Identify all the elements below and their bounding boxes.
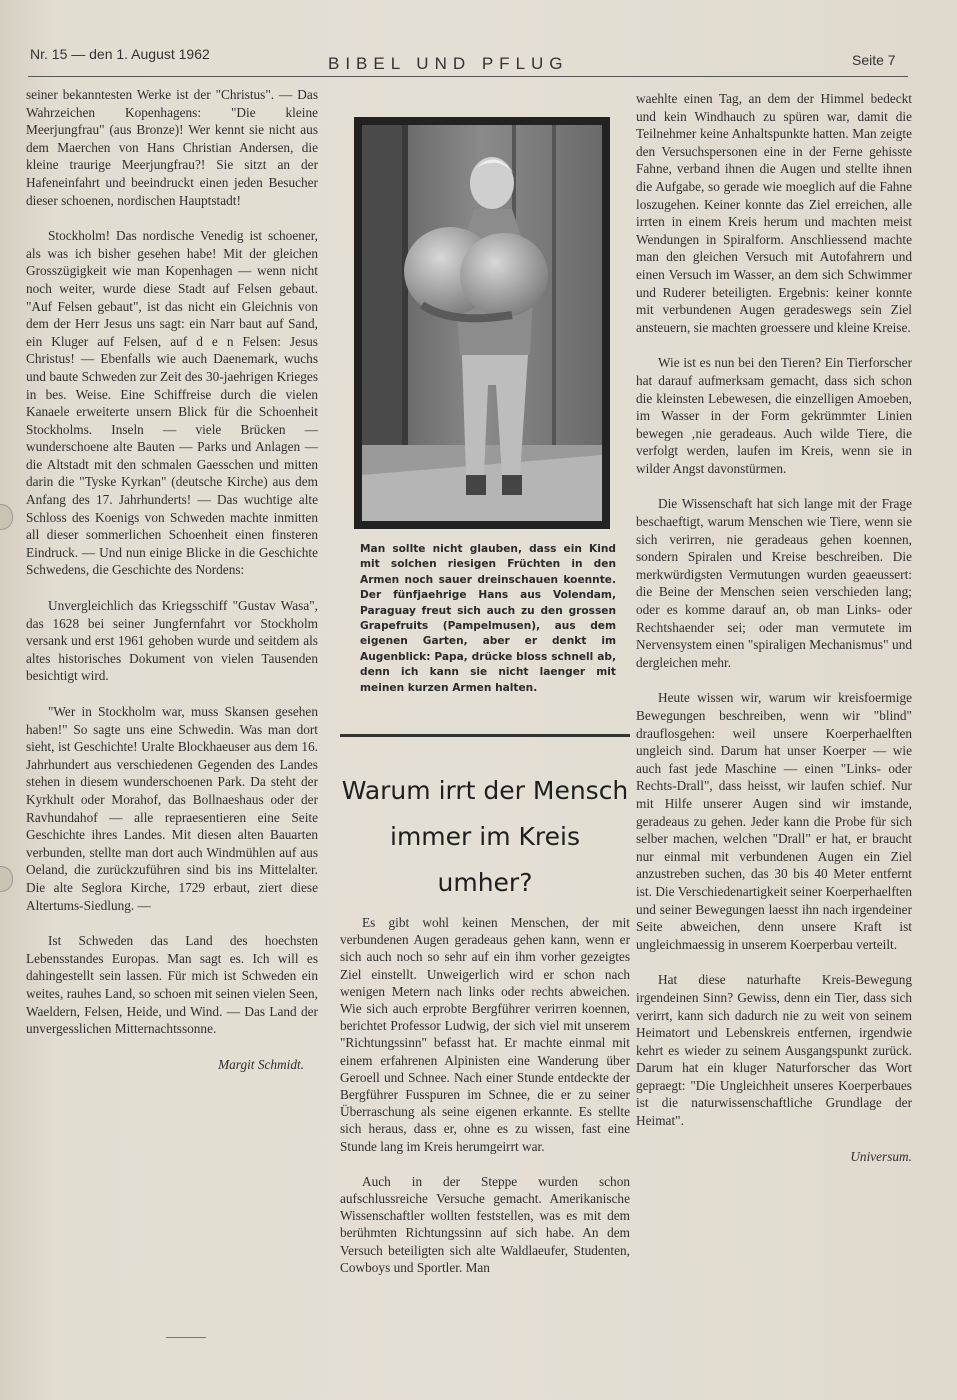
paragraph: Ist Schweden das Land des hoechsten Lebensstandes Europas. Man sagt es. Ich will es dahingestellt sein lassen. Für mich ist Schweden ein weites, rauhes Land, so schoen mit seinen vielen Seen, Waeldern, Felsen, Heide, und Wind. — Das Land der unvergesslichen Mitternachtssonne. (26, 933, 318, 1037)
header-rule (28, 76, 908, 77)
child-with-grapefruits-photo (362, 125, 602, 521)
photo-caption: Man sollte nicht glauben, dass ein Kind mit solchen riesigen Früchten in den Armen noch sauer dreinschauen koennte. Der fünfjaehrige Hans aus Volendam, Paraguay freut sich auch zu den grossen Grapefruits (Pampelmusen), aus dem eigenen Garten, aber er denkt im Augenblick: Papa, drücke bloss schnell ab, denn ich kann sie nicht laenger mit meinen kurzen Armen halten. (360, 543, 616, 694)
page-number: Seite 7 (852, 52, 896, 68)
paragraph: Unvergleichlich das Kriegsschiff "Gustav Wasa", das 1628 bei seiner Jungfernfahrt vor Stockholm versank und erst 1961 gehoben wurde und seitdem als altes historisches Dokument von vielen Tausenden besichtigt wird. (26, 598, 318, 684)
binder-hole (0, 504, 13, 530)
paragraph: Wie ist es nun bei den Tieren? Ein Tierforscher hat darauf aufmerksam gemacht, dass sich schon die kleinsten Lebewesen, die einzelligen Amoeben, im Wasser in der Form gekrümmter Linien bewegen ‚nie geradeaus. Auch wilde Tiere, die verfolgt werden, laufen im Kreis, wenn sie in wilder Angst davonstürmen. (636, 355, 912, 476)
newspaper-title: BIBEL UND PFLUG (328, 54, 569, 73)
divider (166, 1337, 206, 1338)
article-headline: Warum irrt der Mensch immer im Kreis umher? (341, 776, 629, 897)
paragraph: waehlte einen Tag, an dem der Himmel bedeckt und kein Windhauch zu spüren war, damit die Teilnehmer keine Anhaltspunkte hatten. Man zeigte den Versuchspersonen eine in der Ferne gehisste Fahne, verband ihnen die Augen und stellte ihnen die Aufgabe, so gerade wie moeglich auf die Fahne loszugehen. Keiner konnte das Ziel erreichen, alle irrten in einem Kreis herum und machten meist Wendungen in Spiralform. Anschliessend machte man den gleichen Versuch mit Autofahrern und einen Versuch im Wasser, an dem sich Schwimmer und Ruderer beteiligten. Ergebnis: keiner konnte mit verbundenen Augen geradeswegs sein Ziel ansteuern, sie machten groessere und kleine Kreise. (636, 91, 912, 335)
paragraph: Es gibt wohl keinen Menschen, der mit verbundenen Augen geradeaus gehen kann, wenn er sich auch noch so sehr auf ein ihm vorher gezeigtes Ziel einstellt. Unweigerlich wird er schon nach wenigen Metern nach links oder rechts abweichen. Wie sich auch erprobte Bergführer verirren koennen, berichtet Professor Ludwig, der sich viel mit unserem "Richtungssinn" befasst hat. Er machte einmal mit einem erfahrenen Alpinisten eine Wanderung über Geroell und Schnee. Nach einer Stunde entdeckte der Bergführer Fusspuren im Schnee, die er zu seiner Überraschung als seine eigenen erkannte. Es stellte sich heraus, dass er, ohne es zu wissen, fast eine Stunde lang im Kreis herumgeirrt war. (340, 915, 630, 1154)
paragraph: Stockholm! Das nordische Venedig ist schoener, als was ich bisher gesehen habe! Mit der gleichen Grosszügigkeit wie man Kopenhagen — wenn nicht noch weiter, wurde diese Stadt auf Felsen gebaut. "Auf Felsen gebaut", ist das nicht ein Gleichnis von dem der Herr Jesus uns sagt: ein Narr baut auf Sand, ein Kluger auf Felsen, auf d e n Felsen: Jesus Christus! — Ebenfalls wie auch Daenemark, wuchs und baute Schweden zur Zeit des 30-jaehrigen Krieges in bes. Weise. Eine Schiffreise durch die vielen Kanaele erweiterte unsern Blick für die Schoenheit Stockholms. Inseln — viele Brücken — wunderschoene alte Bauten — Parks und Anlagen — die Altstadt mit den schmalen Gaesschen und mitten darin die "Tyske Kyrkan" (deutsche Kirche) aus dem Anfang des 17. Jahrhunderts! — Das wuchtige alte Schloss des Koenigs von Schweden machte inmitten all dieser sommerlichen Schoenheit einen finsteren Eindruck. — Und nun einige Blicke in die Geschichte Schwedens, die Geschichte des Nordens: (26, 228, 318, 578)
binder-hole (0, 866, 13, 892)
middle-column (340, 914, 630, 1276)
author-signature: Margit Schmidt. (218, 1056, 304, 1072)
paragraph: Heute wissen wir, warum wir kreisfoermige Bewegungen beschreiben, wenn wir "blind" drauflosgehen: weil unsere Koerperhaelften ungleich sind. Darum hat unser Koerper — wie auch fast jede Maschine — einen "Links- oder Rechts-Drall", dass heisst, wir laufen schief. Nur mit Hilfe unserer Augen sind wir imstande, geradeaus zu gehen. Jeder kann die Probe für sich selber machen, welchen "Drall" er hat, er braucht nur einmal mit verbundenen Augen ein Ziel anzustreben suchen, das 30 bis 40 Meter entfernt ist. Die Verschiedenartigkeit seiner Koerperhaelften und seiner Bewegungen laesst ihn nach irgendeiner Seite abweichen, denn unsere Kraft ist ungleichmaessig in unserem Koerperbau verteilt. (636, 690, 912, 952)
left-column (26, 86, 318, 1073)
section-divider (340, 734, 630, 737)
article-source: Universum. (850, 1148, 912, 1164)
paragraph: "Wer in Stockholm war, muss Skansen gesehen haben!" So sagte uns eine Schwedin. Was man dort sieht, ist Geschichte! Uralte Blockhaeuser aus dem 16. Jahrhundert aus verschiedenen Gegenden des Landes stehen in diesem wunderschoenen Park. Da steht der Kyrkhult oder Morahof, das Bollnaeshaus oder der Ravhundahof — alle repraesentieren eine Seite Geschichte ihres Landes. Mit diesen alten Bauarten verbunden, stellte man dort auch Windmühlen auf aus Oeland, die zurückzuführen sind bis ins Mittelalter. Die alte Seglora Kirche, 1729 erbaut, ziert diese Altertums-Siedlung. — (26, 704, 318, 913)
paragraph: Hat diese naturhafte Kreis-Bewegung irgendeinen Sinn? Gewiss, denn ein Tier, dass sich verirrt, kann sich dadurch nie zu weit von seinem Heimatort und Lebenskreis entfernen, irgendwie kehrt es wieder zu seinem Ausgangspunkt zurück. Darum hat ein kluger Naturforscher das Wort gepraegt: "Die Ungleichheit unseres Koerperbaues ist die naturwissenschaftliche Grundlage der Heimat". (636, 972, 912, 1129)
photo (354, 117, 610, 529)
issue-date: Nr. 15 — den 1. August 1962 (30, 46, 210, 62)
paragraph: Die Wissenschaft hat sich lange mit der Frage beschaeftigt, warum Menschen wie Tiere, wenn sie sich verirren, nie geradeaus gehen koennen, sondern Spiralen und Kreise beschreiben. Die merkwürdigsten Vermutungen wurden geaeussert: die Beine der Menschen seien verschieden lang; oder es komme darauf an, ob man Links- oder Rechtshaender sei; oder man vermutete im Nervensystem einen "spiraligen Mechanismus" und dergleichen mehr. (636, 496, 912, 670)
paragraph: Auch in der Steppe wurden schon aufschlussreiche Versuche gemacht. Amerikanische Wissenschaftler wollten feststellen, was es mit dem berühmten Richtungssinn auf sich habe. An dem Versuch beteiligten sich alte Waldlaeufer, Studenten, Cowboys und Sportler. Man (340, 1173, 630, 1275)
right-column (636, 90, 912, 1165)
paragraph: seiner bekanntesten Werke ist der "Christus". — Das Wahrzeichen Kopenhagens: "Die kleine Meerjungfrau" (aus Bronze)! Wer kennt sie nicht aus dem Maerchen von Hans Christian Andersen, die kleine traurige Meerjungfrau?! Sie sitzt an der Hafeneinfahrt und beeindruckt einen jeden Besucher dieser schoenen, nordischen Hauptstadt! (26, 87, 318, 208)
